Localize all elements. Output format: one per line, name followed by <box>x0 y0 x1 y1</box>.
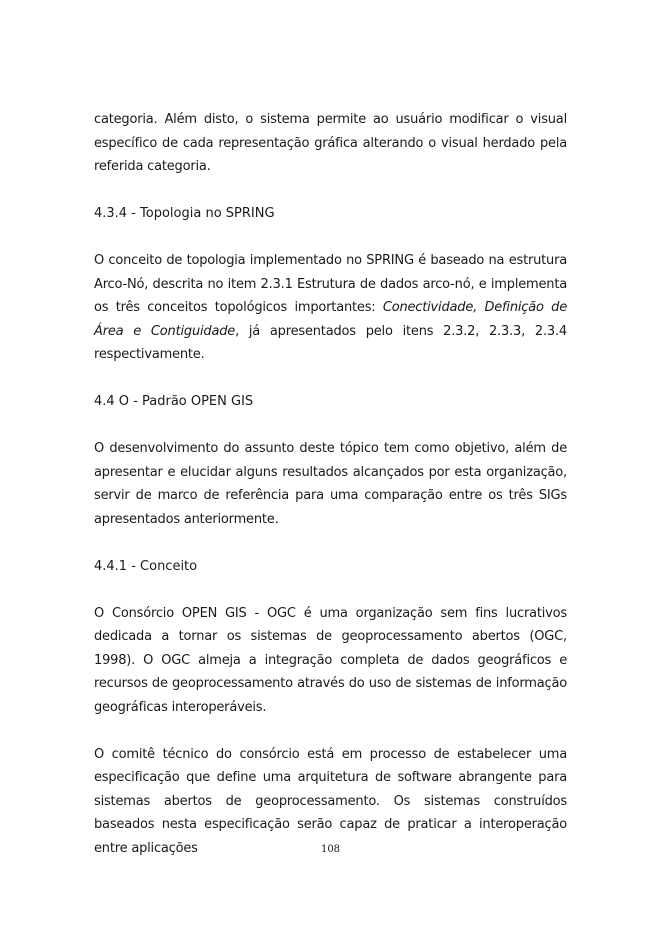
spacer <box>94 226 567 250</box>
paragraph-topologia-tail: , já apresentados pelo itens 2.3.2, 2.3.3, 2.3.4 respectivamente. <box>94 323 567 362</box>
paragraph-desenvolvimento: O desenvolvimento do assunto deste tópico tem como objetivo, além de apresentar e elucidar alguns resultados alcançados por esta organização, servir de marco de referência para uma comparação entre os três SIGs apresentados anteriormente. <box>94 441 567 527</box>
paragraph-topologia-text: O conceito de topologia implementado no SPRING é baseado na estrutura Arco-Nó, descrita no item 2.3.1 Estrutura de dados arco-nó, e implementa os três conceitos topológicos importantes: <box>94 253 567 315</box>
spacer <box>94 179 567 203</box>
spacer <box>94 414 567 438</box>
spacer <box>94 719 567 743</box>
paragraph-comite: O comitê técnico do consórcio está em processo de estabelecer uma especificação que define uma arquitetura de software abrangente para sistemas abertos de geoprocessamento. Os sistemas construídos baseados nesta especificação serão capaz de praticar a interoperação entre aplicações <box>94 746 567 856</box>
spacer <box>94 367 567 391</box>
section-heading-topologia: 4.3.4 - Topologia no SPRING <box>94 206 275 221</box>
emphasis-concepts: Conectividade, Definição de Área e Contiguidade <box>94 300 567 339</box>
spacer <box>94 578 567 602</box>
paragraph-topologia <box>94 249 567 367</box>
page-number: 108 <box>320 844 341 855</box>
section-heading-opengis: 4.4 O - Padrão OPEN GIS <box>94 394 254 409</box>
section-heading-conceito: 4.4.1 - Conceito <box>94 558 198 574</box>
page-body <box>94 108 567 860</box>
paragraph-consorcio: O Consórcio OPEN GIS - OGC é uma organização sem fins lucrativos dedicada a tornar os sistemas de geoprocessamento abertos (OGC, 1998). O OGC almeja a integração completa de dados geográficos e recursos de geoprocessamento através do uso de sistemas de informação geográficas interoperáveis. <box>94 605 567 715</box>
spacer <box>94 531 567 555</box>
paragraph-categoria: categoria. Além disto, o sistema permite ao usuário modificar o visual específico de cada representação gráfica alterando o visual herdado pela referida categoria. <box>94 112 567 174</box>
